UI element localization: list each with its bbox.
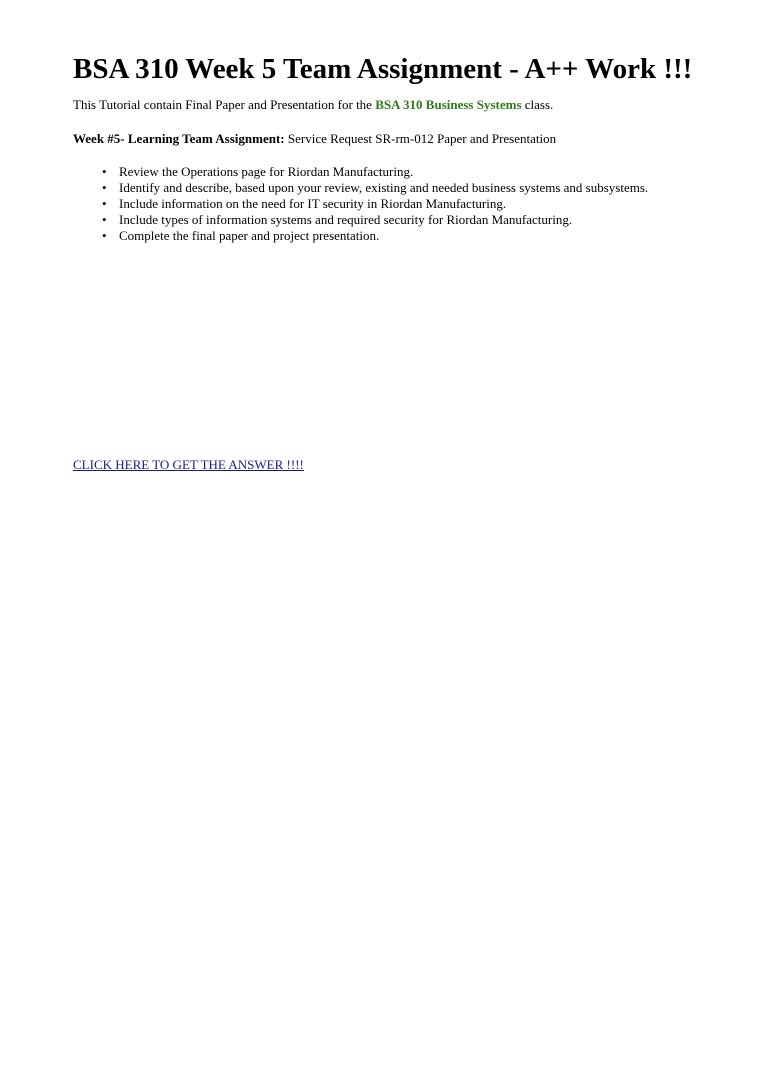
- task-text: Review the Operations page for Riordan Manufacturing.: [119, 164, 414, 179]
- task-text: Identify and describe, based upon your review, existing and needed business systems and subsystems.: [119, 180, 649, 195]
- bullet-icon: •: [102, 228, 107, 243]
- task-text: Complete the final paper and project presentation.: [119, 228, 380, 243]
- list-item: [102, 164, 693, 180]
- task-list: [73, 164, 693, 244]
- task-text: Include information on the need for IT security in Riordan Manufacturing.: [119, 196, 507, 211]
- list-item: [102, 228, 693, 244]
- list-item: [102, 212, 693, 228]
- intro-prefix: This Tutorial contain Final Paper and Presentation for the: [73, 97, 376, 112]
- course-link[interactable]: BSA 310 Business Systems: [375, 97, 522, 112]
- list-item: [102, 196, 693, 212]
- get-answer-link[interactable]: CLICK HERE TO GET THE ANSWER !!!!: [73, 457, 304, 472]
- week-assignment-line: [73, 130, 693, 147]
- week-label: Week #5- Learning Team Assignment:: [73, 131, 285, 146]
- list-item: [102, 180, 693, 196]
- week-text: Service Request SR-rm-012 Paper and Presentation: [284, 131, 557, 146]
- intro-paragraph: [73, 96, 693, 113]
- page-title: BSA 310 Week 5 Team Assignment - A++ Work !!!: [73, 53, 693, 85]
- bullet-icon: •: [102, 196, 107, 211]
- task-text: Include types of information systems and required security for Riordan Manufacturing.: [119, 212, 573, 227]
- bullet-icon: •: [102, 212, 107, 227]
- intro-suffix: class.: [521, 97, 554, 112]
- document-page: [73, 52, 693, 472]
- bullet-icon: •: [102, 180, 107, 195]
- bullet-icon: •: [102, 164, 107, 179]
